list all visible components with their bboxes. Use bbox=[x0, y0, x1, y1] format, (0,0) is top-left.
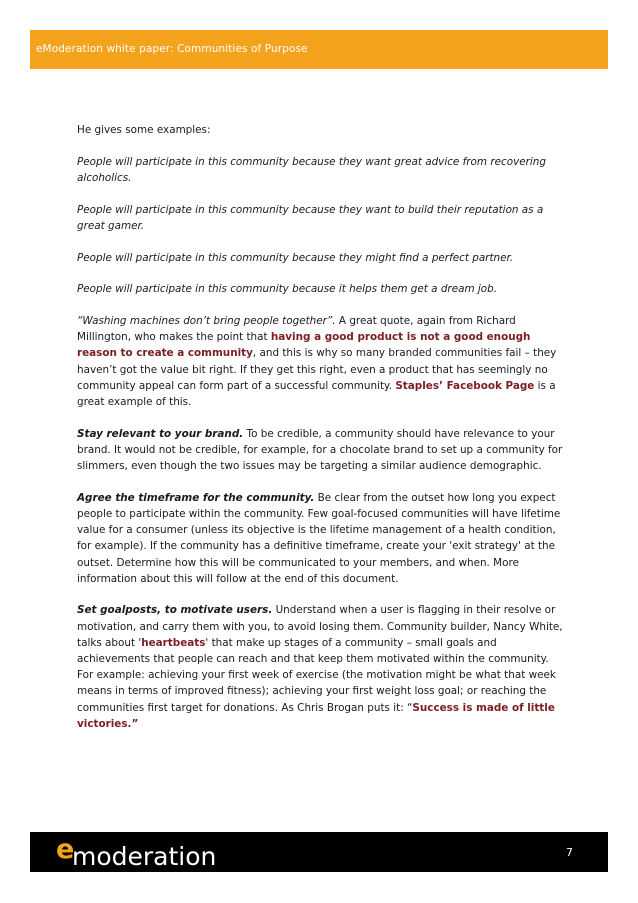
example-paragraph: People will participate in this community because they might find a perfect partner. bbox=[77, 251, 514, 264]
quote-paragraph bbox=[77, 313, 565, 410]
paragraph-lead: Agree the timeframe for the community. bbox=[77, 491, 315, 504]
paragraph-lead: Set goalposts, to motivate users. bbox=[77, 604, 273, 617]
paragraph-text: Be clear from the outset how long you expect people to participate within the community. Few goal-focused communities will have lifetime value for a consumer (unless its objective is the lifetime management of a health condition, for example). If the community has a definitive timeframe, create your 'exit strategy' at the outset. Determine how this will be communicated to your members, and when. More information about this will follow at the end of this document. bbox=[77, 491, 561, 585]
paragraph-text: is a great example of this. bbox=[77, 379, 556, 408]
highlight-text: Success is made of little victories. bbox=[77, 701, 555, 730]
example-paragraph: People will participate in this community because they want great advice from recovering alcoholics. bbox=[77, 155, 546, 184]
logo-wordmark: moderation bbox=[72, 842, 217, 871]
page-number: 7 bbox=[566, 846, 573, 859]
paragraph-text: , and this is why so many branded communities fail – they haven’t got the value bit right. If they get this right, even a product that has seemingly no community appeal can form part of a successful community. bbox=[77, 347, 557, 392]
relevant-paragraph bbox=[77, 426, 565, 475]
paragraph-lead: Stay relevant to your brand. bbox=[77, 427, 244, 440]
timeframe-paragraph bbox=[77, 490, 565, 587]
goalposts-paragraph bbox=[77, 602, 565, 732]
staples-facebook-link[interactable]: Staples’ Facebook Page bbox=[395, 379, 535, 392]
example-paragraph: People will participate in this community because they want to build their reputation as a great gamer. bbox=[77, 203, 544, 232]
intro-paragraph: He gives some examples: bbox=[77, 124, 211, 136]
highlight-text: having a good product is not a good enough reason to create a community bbox=[77, 331, 531, 360]
paragraph-text: ' that make up stages of a community – small goals and achievements that people can reach and that keep them motivated within the community. For example: achieving your first week of exercise (the motivation might be what that week means in terms of improved fitness); achieving your first weight loss goal; or reaching the communities first target for donations. As Chris Brogan puts it: “ bbox=[77, 636, 556, 714]
paragraph-text: To be credible, a community should have relevance to your brand. It would not be credible, for example, for a chocolate brand to set up a community for slimmers, even though the two issues may be targeting a similar audience demographic. bbox=[77, 427, 563, 473]
paragraph-text: Understand when a user is flagging in their resolve or motivation, and carry them with you, to avoid losing them. Community builder, Nancy White, talks about ' bbox=[77, 604, 563, 649]
header-title: eModeration white paper: Communities of Purpose bbox=[36, 43, 308, 55]
example-paragraph: People will participate in this community because it helps them get a dream job. bbox=[77, 283, 498, 296]
paragraph-text: ” bbox=[131, 717, 139, 730]
paragraph-text: A great quote, again from Richard Millington, who makes the point that bbox=[77, 314, 516, 344]
quote-text: “Washing machines don’t bring people together”. bbox=[77, 314, 336, 327]
document-body bbox=[77, 122, 565, 748]
logo-e-letter: e bbox=[56, 834, 75, 865]
highlight-text: heartbeats bbox=[141, 636, 206, 649]
